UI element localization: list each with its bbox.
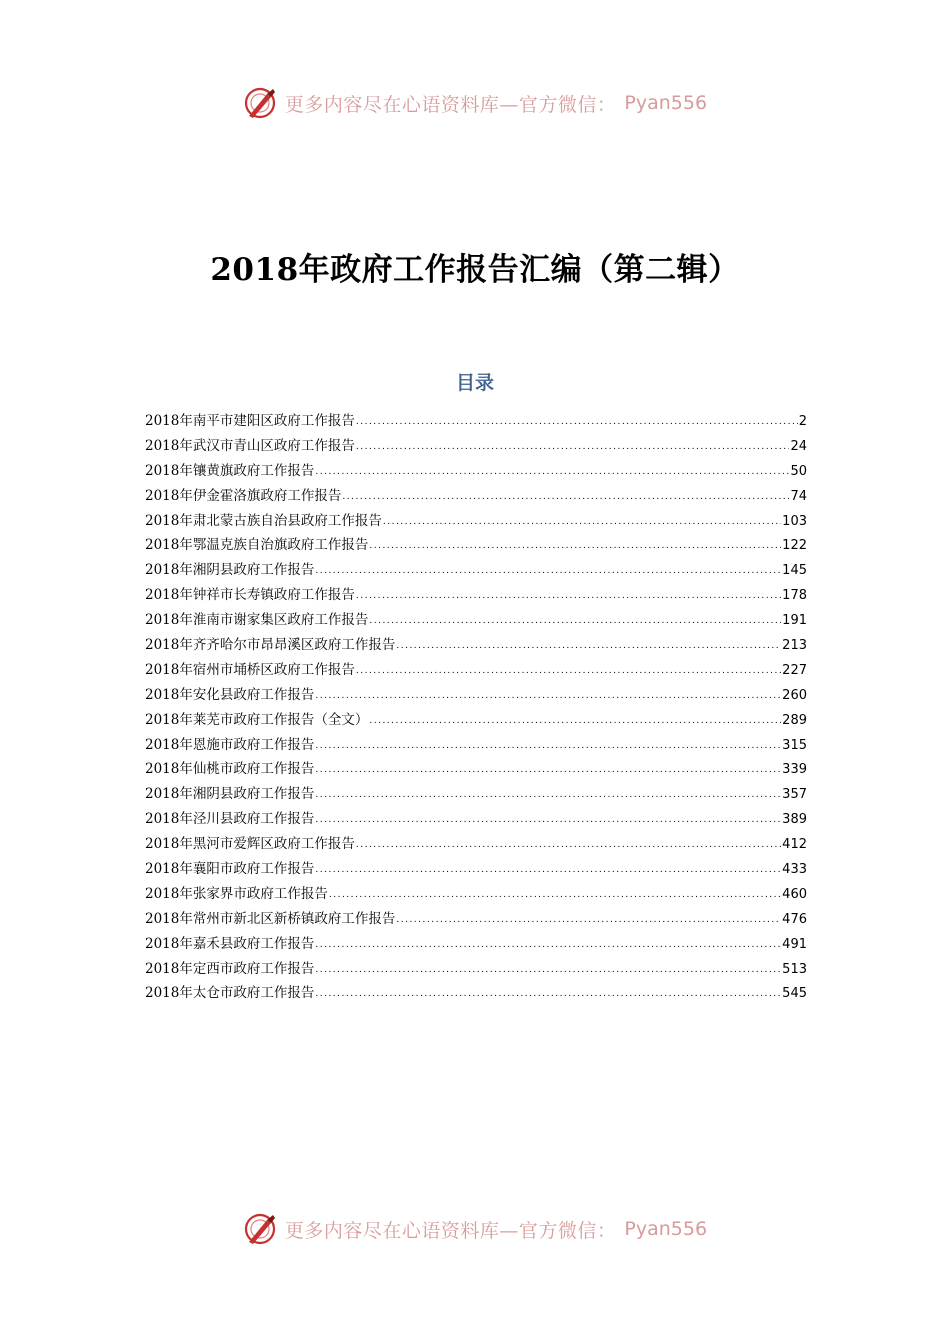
toc-entry-title: 2018年鄂温克族自治旗政府工作报告	[145, 537, 369, 554]
toc-entry[interactable]	[145, 708, 807, 733]
toc-entry-page: 122	[782, 538, 807, 554]
toc-leader-dots	[315, 692, 781, 701]
toc-entry-page: 191	[782, 613, 807, 629]
toc-leader-dots	[356, 443, 790, 452]
toc-leader-dots	[315, 966, 781, 975]
toc-entry[interactable]	[145, 484, 807, 509]
toc-entry-page: 433	[782, 862, 807, 878]
toc-leader-dots	[342, 493, 789, 502]
footer-watermark	[0, 1209, 950, 1249]
toc-entry-title: 2018年襄阳市政府工作报告	[145, 861, 315, 878]
toc-entry-page: 103	[782, 513, 807, 529]
toc-entry-page: 412	[782, 837, 807, 853]
toc-entry-page: 2	[798, 414, 807, 429]
toc-entry-page: 145	[782, 563, 807, 579]
toc-leader-dots	[369, 717, 781, 726]
toc-entry[interactable]	[145, 683, 807, 708]
toc-entry-title: 2018年湘阴县政府工作报告	[145, 786, 315, 803]
toc-entry-title: 2018年宿州市埇桥区政府工作报告	[145, 661, 355, 678]
toc-leader-dots	[315, 791, 781, 800]
toc-leader-dots	[396, 916, 781, 925]
toc-entry-title: 2018年安化县政府工作报告	[145, 686, 315, 703]
table-of-contents	[145, 409, 807, 1006]
toc-entry-page: 24	[790, 438, 807, 454]
toc-entry[interactable]	[145, 832, 807, 857]
toc-leader-dots	[356, 592, 781, 601]
toc-entry-page: 289	[782, 712, 807, 728]
toc-entry-title: 2018年镶黄旗政府工作报告	[145, 462, 315, 479]
toc-entry-title: 2018年伊金霍洛旗政府工作报告	[145, 487, 342, 504]
toc-entry-title: 2018年定西市政府工作报告	[145, 960, 315, 977]
toc-leader-dots	[356, 418, 798, 427]
toc-entry-page: 339	[782, 762, 807, 778]
toc-entry-title: 2018年淮南市谢家集区政府工作报告	[145, 612, 369, 629]
toc-entry-page: 74	[790, 488, 807, 504]
toc-entry-title: 2018年太仓市政府工作报告	[145, 985, 315, 1002]
toc-entry[interactable]	[145, 608, 807, 633]
toc-entry-title: 2018年莱芜市政府工作报告（全文）	[145, 711, 369, 728]
document-title: 2018年政府工作报告汇编（第二辑）	[210, 252, 740, 288]
toc-entry[interactable]	[145, 981, 807, 1006]
toc-leader-dots	[315, 742, 781, 751]
toc-entry[interactable]	[145, 757, 807, 782]
toc-entry-page: 389	[782, 812, 807, 828]
toc-entry-title: 2018年黑河市爱辉区政府工作报告	[145, 836, 355, 853]
toc-entry[interactable]	[145, 807, 807, 832]
toc-entry-page: 315	[782, 737, 807, 753]
toc-entry-title: 2018年钟祥市长寿镇政府工作报告	[145, 587, 355, 604]
watermark-text: 更多内容尽在心语资料库—官方微信：	[284, 93, 617, 116]
toc-entry-page: 545	[782, 986, 807, 1002]
toc-entry-page: 491	[782, 936, 807, 952]
toc-entry-page: 513	[782, 961, 807, 977]
toc-leader-dots	[315, 866, 781, 875]
toc-entry[interactable]	[145, 957, 807, 982]
toc-entry[interactable]	[145, 733, 807, 758]
toc-entry[interactable]	[145, 932, 807, 957]
toc-entry-title: 2018年南平市建阳区政府工作报告	[145, 413, 355, 429]
toc-leader-dots	[315, 766, 781, 775]
toc-entry-page: 460	[782, 886, 807, 902]
toc-entry[interactable]	[145, 509, 807, 534]
toc-entry[interactable]	[145, 857, 807, 882]
toc-entry-title: 2018年齐齐哈尔市昂昂溪区政府工作报告	[145, 637, 396, 654]
toc-leader-dots	[396, 642, 781, 651]
toc-entry[interactable]	[145, 633, 807, 658]
toc-leader-dots	[356, 667, 781, 676]
toc-leader-dots	[315, 816, 781, 825]
toc-entry[interactable]	[145, 558, 807, 583]
toc-entry[interactable]	[145, 907, 807, 932]
toc-entry-title: 2018年肃北蒙古族自治县政府工作报告	[145, 512, 382, 529]
toc-entry-title: 2018年武汉市青山区政府工作报告	[145, 437, 355, 454]
toc-entry[interactable]	[145, 658, 807, 683]
toc-entry-title: 2018年常州市新北区新桥镇政府工作报告	[145, 910, 396, 927]
toc-heading: 目录	[455, 372, 494, 394]
toc-entry[interactable]	[145, 882, 807, 907]
toc-entry[interactable]	[145, 409, 807, 434]
toc-leader-dots	[369, 617, 781, 626]
toc-entry-page: 476	[782, 911, 807, 927]
toc-entry-page: 178	[782, 588, 807, 604]
toc-leader-dots	[315, 567, 781, 576]
toc-entry[interactable]	[145, 533, 807, 558]
toc-entry-title: 2018年张家界市政府工作报告	[145, 885, 328, 902]
toc-entry-page: 260	[782, 687, 807, 703]
toc-leader-dots	[383, 518, 781, 527]
toc-entry-title: 2018年湘阴县政府工作报告	[145, 562, 315, 579]
toc-entry-page: 213	[782, 638, 807, 654]
toc-entry[interactable]	[145, 434, 807, 459]
toc-entry-title: 2018年恩施市政府工作报告	[145, 736, 315, 753]
watermark-text: 更多内容尽在心语资料库—官方微信：	[284, 1219, 617, 1242]
toc-leader-dots	[315, 941, 781, 950]
toc-entry-title: 2018年仙桃市政府工作报告	[145, 761, 315, 778]
toc-leader-dots	[315, 990, 781, 999]
toc-entry-title: 2018年泾川县政府工作报告	[145, 811, 315, 828]
pen-logo-icon	[243, 86, 277, 120]
toc-leader-dots	[369, 542, 781, 551]
toc-leader-dots	[356, 841, 781, 850]
toc-entry[interactable]	[145, 782, 807, 807]
watermark-wechat-id: Pyan556	[624, 1218, 708, 1240]
watermark-wechat-id: Pyan556	[624, 92, 708, 114]
toc-entry[interactable]	[145, 459, 807, 484]
toc-leader-dots	[329, 891, 781, 900]
toc-entry-page: 227	[782, 662, 807, 678]
toc-entry-title: 2018年嘉禾县政府工作报告	[145, 935, 315, 952]
pen-logo-icon	[243, 1212, 277, 1246]
toc-leader-dots	[315, 468, 789, 477]
toc-entry[interactable]	[145, 583, 807, 608]
toc-entry-page: 50	[790, 463, 807, 479]
header-watermark	[0, 83, 950, 123]
toc-entry-page: 357	[782, 787, 807, 803]
